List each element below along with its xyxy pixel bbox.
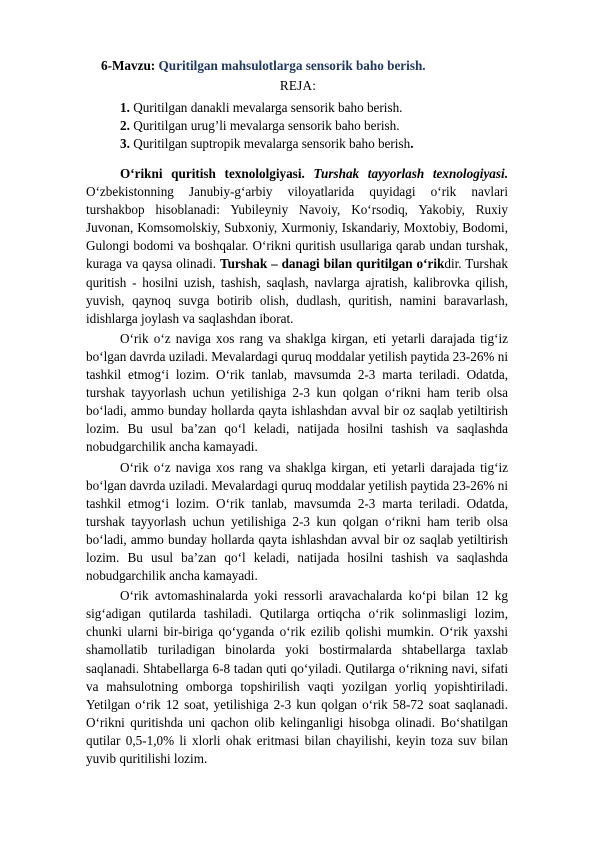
paragraph-text: dir. Turshak quritish - hosilni uzish, tashish, saqlash, navlarga ajratish, kalibrovka qilish, yuvish, qaynoq suvga botirib olish, dudlash, quritish, namini baravarlash, idishlarga joylash va saqlashdan iborat. [86, 256, 508, 326]
plan-item-number: 1. [120, 100, 130, 115]
plan-item-period: . [410, 136, 414, 151]
plan-item [120, 99, 414, 117]
lesson-topic: Quritilgan mahsulotlarga sensorik baho berish. [155, 58, 426, 73]
plan-list [120, 99, 414, 153]
paragraph-text: O‘zbekistonning Janubiy-g‘arbiy viloyatlarida quyidagi o‘rik navlari turshakbop hisoblanadi: Yubileyniy Navoiy, Ko‘rsodiq, Yakobiy, Ruxiy Juvonan, Komsomolskiy, Subxoniy, Xurmoniy, Iskandariy, Moxtobiy, Bodomi, Gulongi bodomi va boshqalar. O‘rikni quritish usullariga qarab undan turshak, kuraga va qaysa olinadi. [86, 184, 508, 272]
paragraph: O‘rik avtomashinalarda yoki ressorli aravachalarda ko‘pi bilan 12 kg sig‘adigan qutilarda tashiladi. Qutilarga ortiqcha o‘rik solinmasligi lozim, chunki ularni bir-biriga qo‘yganda o‘rik ezilib qolishi mumkin. O‘rik yaxshi shamollatib turiladigan binolarda yoki bostirmalarda shtabellarga taxlab saqlanadi. Shtabellarga 6-8 tadan quti qo‘yiladi. Qutilarga o‘rikning navi, sifati va mahsulotning omborga topshirilish vaqti yozilgan yorliq yopishtiriladi. Yetilgan o‘rik 12 soat, yetilishiga 2-3 kun qolgan o‘rik 58-72 soat saqlanadi. O‘rikni quritishda uni qachon olib kelinganligi hisobga olinadi. Bo‘shatilgan qutilar 0,5-1,0% li xlorli ohak eritmasi bilan chayilishi, keyin toza suv bilan yuvib quritilishi lozim. [86, 588, 508, 766]
paragraph-intro [86, 165, 508, 328]
plan-heading: REJA: [279, 78, 317, 93]
plan-item [120, 135, 414, 153]
paragraph: O‘rik o‘z naviga xos rang va shaklga kirgan, eti yetarli darajada tig‘iz bo‘lgan davrda uziladi. Mevalardagi quruq moddalar yetilish paytida 23-26% ni tashkil etmog‘i lozim. O‘rik tanlab, mavsumda 2-3 marta teriladi. Odatda, turshak tayyorlash uchun yetilishiga 2-3 kun qolgan o‘rikni ham terib olsa bo‘ladi, ammo bunday hollarda qayta ishlashdan avval bir oz saqlab yetiltirish lozim. Bu usul ba’zan qo‘l keladi, natijada hosilni tashish va saqlashda nobudgarchilik ancha kamayadi. [86, 459, 508, 584]
plan-item-number: 3. [120, 136, 130, 151]
plan-item [120, 117, 414, 135]
plan-item-text: Quritilgan urug’li mevalarga sensorik baho berish. [129, 118, 400, 133]
paragraph: O‘rik o‘z naviga xos rang va shaklga kirgan, eti yetarli darajada tig‘iz bo‘lgan davrda uziladi. Mevalardagi quruq moddalar yetilish paytida 23-26% ni tashkil etmog‘i lozim. O‘rik tanlab, mavsumda 2-3 marta teriladi. Odatda, turshak tayyorlash uchun yetilishiga 2-3 kun qolgan o‘rikni ham terib olsa bo‘ladi, ammo bunday hollarda qayta ishlashdan avval bir oz saqlab yetiltirish lozim. Bu usul ba’zan qo‘l keladi, natijada hosilni tashish va saqlashda nobudgarchilik ancha kamayadi. [86, 330, 508, 455]
section-subheading: Turshak tayyorlash texnologiyasi. [304, 166, 508, 181]
section-heading: O‘rikni quritish texnololgiyasi. [120, 166, 305, 181]
plan-item-text: Quritilgan suptropik mevalarga sensorik baho berish [129, 136, 411, 151]
plan-item-text: Quritilgan danakli mevalarga sensorik baho berish. [129, 100, 403, 115]
document-body [86, 165, 508, 770]
definition-term: Turshak – danagi bilan quritilgan o‘rik [219, 256, 445, 272]
lesson-title [101, 58, 426, 74]
plan-item-number: 2. [120, 118, 130, 133]
lesson-number: 6-Mavzu: [101, 58, 156, 73]
